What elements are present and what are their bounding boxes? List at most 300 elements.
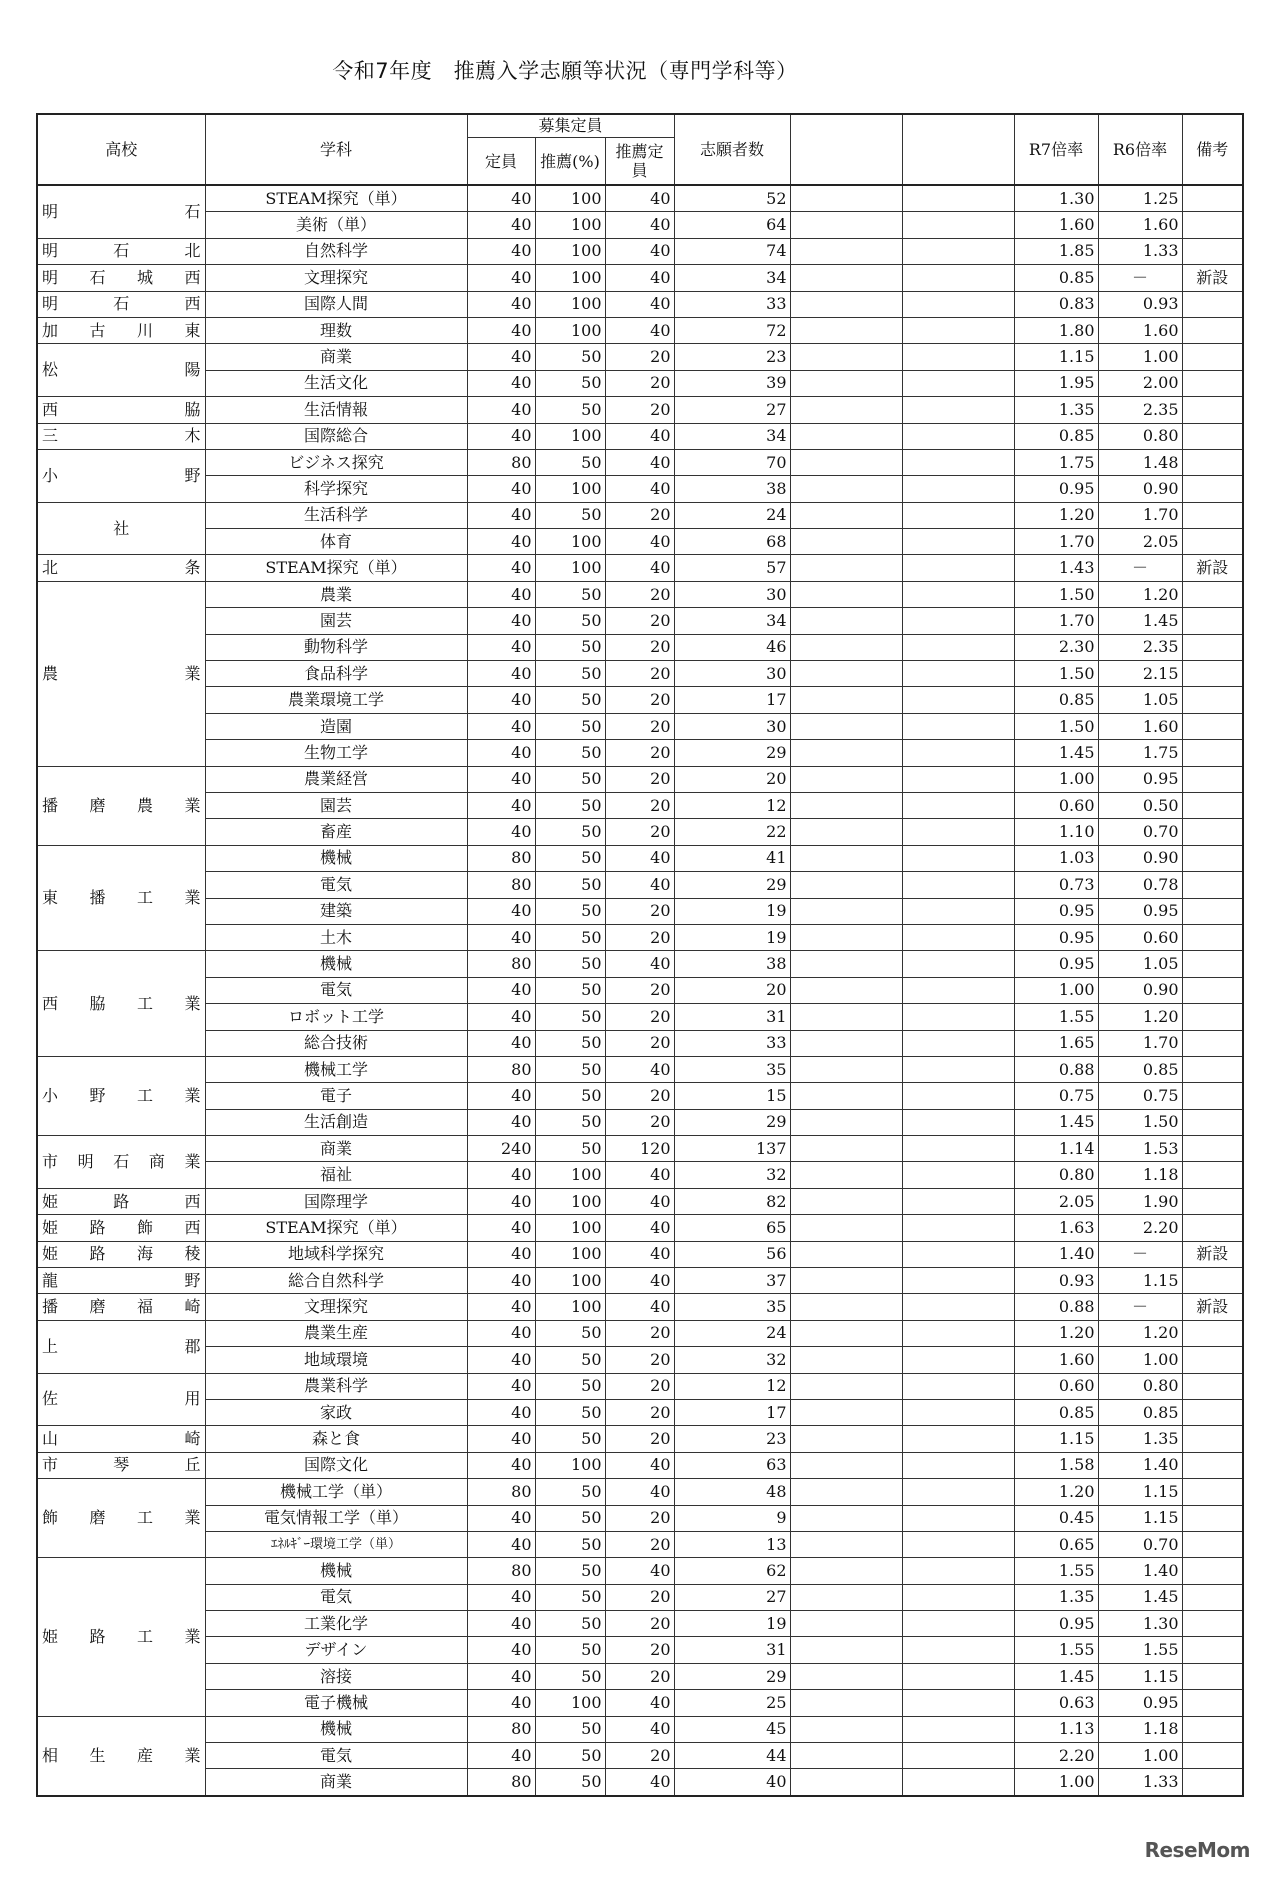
rec-pct-cell: 50 — [535, 1004, 605, 1030]
dept-name: デザイン — [205, 1637, 467, 1663]
blank-cell — [790, 1743, 902, 1769]
r7-ratio-cell: 0.95 — [1014, 1611, 1098, 1637]
r7-ratio-cell: 1.65 — [1014, 1030, 1098, 1056]
school-name: 西 脇 — [37, 397, 205, 423]
capacity-cell: 40 — [467, 740, 535, 766]
applicants-cell: 13 — [674, 1531, 790, 1557]
r6-ratio-cell: 1.40 — [1098, 1452, 1182, 1478]
blank-cell — [790, 555, 902, 581]
rec-pct-cell: 50 — [535, 581, 605, 607]
header-blank-2 — [902, 114, 1014, 185]
r7-ratio-cell: 1.55 — [1014, 1004, 1098, 1030]
dept-name: 総合技術 — [205, 1030, 467, 1056]
rec-pct-cell: 50 — [535, 502, 605, 528]
header-r7-text: R7倍率 — [1028, 139, 1084, 159]
blank-cell — [790, 1611, 902, 1637]
note-cell — [1182, 740, 1243, 766]
rec-pct-cell: 50 — [535, 1584, 605, 1610]
r6-ratio-cell: 0.95 — [1098, 1690, 1182, 1716]
applicants-cell: 19 — [674, 898, 790, 924]
applicants-cell: 30 — [674, 713, 790, 739]
rec-pct-cell: 50 — [535, 1637, 605, 1663]
dept-name: 農業経営 — [205, 766, 467, 792]
rec-cap-cell: 20 — [605, 977, 674, 1003]
r6-ratio-cell: 1.55 — [1098, 1637, 1182, 1663]
blank-cell — [902, 1690, 1014, 1716]
blank-cell — [790, 238, 902, 264]
r6-ratio-cell: 1.70 — [1098, 502, 1182, 528]
blank-cell — [790, 1030, 902, 1056]
blank-cell — [902, 555, 1014, 581]
rec-cap-cell: 20 — [605, 1004, 674, 1030]
table-row — [37, 555, 1243, 581]
r6-ratio-cell: 2.05 — [1098, 529, 1182, 555]
table-row — [37, 1558, 1243, 1584]
r7-ratio-cell: 1.35 — [1014, 397, 1098, 423]
r6-ratio-cell: 1.50 — [1098, 1109, 1182, 1135]
school-name: 姫 路 海 稜 — [37, 1241, 205, 1267]
table-row — [37, 766, 1243, 792]
table-row — [37, 924, 1243, 950]
applicants-cell: 52 — [674, 185, 790, 212]
blank-cell — [790, 265, 902, 291]
rec-pct-cell: 50 — [535, 1426, 605, 1452]
blank-cell — [902, 1056, 1014, 1082]
rec-pct-cell: 50 — [535, 1109, 605, 1135]
blank-cell — [790, 1241, 902, 1267]
capacity-cell: 80 — [467, 872, 535, 898]
school-name: 明 石 西 — [37, 291, 205, 317]
table-row — [37, 291, 1243, 317]
blank-cell — [902, 1268, 1014, 1294]
table-row — [37, 1004, 1243, 1030]
note-cell — [1182, 1505, 1243, 1531]
dept-name: STEAM探究（単） — [205, 185, 467, 212]
blank-cell — [790, 502, 902, 528]
table-row — [37, 370, 1243, 396]
table-row — [37, 344, 1243, 370]
capacity-cell: 40 — [467, 1505, 535, 1531]
blank-cell — [790, 1399, 902, 1425]
school-name: 播 磨 農 業 — [37, 766, 205, 845]
r7-ratio-cell: 1.30 — [1014, 185, 1098, 212]
school-name: 農 業 — [37, 581, 205, 766]
r7-ratio-cell: 1.50 — [1014, 713, 1098, 739]
r6-ratio-cell: 1.05 — [1098, 687, 1182, 713]
applicants-cell: 29 — [674, 872, 790, 898]
r7-ratio-cell: 1.55 — [1014, 1637, 1098, 1663]
dept-name: 電気 — [205, 1743, 467, 1769]
dept-name: 国際理学 — [205, 1188, 467, 1214]
dept-name: ロボット工学 — [205, 1004, 467, 1030]
rec-cap-cell: 20 — [605, 1531, 674, 1557]
note-cell — [1182, 1162, 1243, 1188]
table-row — [37, 1399, 1243, 1425]
blank-cell — [902, 265, 1014, 291]
blank-cell — [902, 1611, 1014, 1637]
applicants-cell: 46 — [674, 634, 790, 660]
dept-name: 国際人間 — [205, 291, 467, 317]
blank-cell — [790, 1268, 902, 1294]
note-cell — [1182, 502, 1243, 528]
applicants-cell: 20 — [674, 977, 790, 1003]
rec-pct-cell: 50 — [535, 872, 605, 898]
note-cell — [1182, 1136, 1243, 1162]
rec-cap-cell: 40 — [605, 1479, 674, 1505]
r7-ratio-cell: 0.95 — [1014, 924, 1098, 950]
capacity-cell: 40 — [467, 634, 535, 660]
blank-cell — [790, 317, 902, 343]
r7-ratio-cell: 1.40 — [1014, 1241, 1098, 1267]
capacity-cell: 80 — [467, 1056, 535, 1082]
r6-ratio-cell: 0.90 — [1098, 476, 1182, 502]
r6-ratio-cell: 2.35 — [1098, 397, 1182, 423]
blank-cell — [790, 476, 902, 502]
table-row — [37, 1268, 1243, 1294]
dept-name: 地域環境 — [205, 1347, 467, 1373]
note-cell — [1182, 1690, 1243, 1716]
dept-name: STEAM探究（単） — [205, 555, 467, 581]
capacity-cell: 40 — [467, 1320, 535, 1346]
r7-ratio-cell: 1.13 — [1014, 1716, 1098, 1742]
note-cell: 新設 — [1182, 265, 1243, 291]
blank-cell — [902, 344, 1014, 370]
applicants-cell: 63 — [674, 1452, 790, 1478]
blank-cell — [902, 608, 1014, 634]
note-cell — [1182, 1452, 1243, 1478]
r7-ratio-cell: 1.03 — [1014, 845, 1098, 871]
r7-ratio-cell: 1.70 — [1014, 608, 1098, 634]
r7-ratio-cell: 2.30 — [1014, 634, 1098, 660]
rec-pct-cell: 100 — [535, 1241, 605, 1267]
r6-ratio-cell: 1.60 — [1098, 713, 1182, 739]
capacity-cell: 40 — [467, 397, 535, 423]
blank-cell — [790, 713, 902, 739]
table-row — [37, 792, 1243, 818]
rec-cap-cell: 40 — [605, 845, 674, 871]
note-cell — [1182, 529, 1243, 555]
note-cell — [1182, 1320, 1243, 1346]
rec-cap-cell: 20 — [605, 1426, 674, 1452]
rec-cap-cell: 40 — [605, 185, 674, 212]
r6-ratio-cell: 1.18 — [1098, 1716, 1182, 1742]
r6-ratio-cell: 0.85 — [1098, 1056, 1182, 1082]
blank-cell — [902, 1769, 1014, 1796]
capacity-cell: 80 — [467, 1558, 535, 1584]
applicants-cell: 39 — [674, 370, 790, 396]
rec-cap-cell: 40 — [605, 1162, 674, 1188]
r7-ratio-cell: 1.60 — [1014, 212, 1098, 238]
applicants-cell: 35 — [674, 1294, 790, 1320]
table-row — [37, 898, 1243, 924]
r6-ratio-cell: 2.20 — [1098, 1215, 1182, 1241]
school-name: 東 播 工 業 — [37, 845, 205, 951]
blank-cell — [790, 608, 902, 634]
r7-ratio-cell: 1.85 — [1014, 238, 1098, 264]
blank-cell — [902, 1426, 1014, 1452]
rec-pct-cell: 100 — [535, 1215, 605, 1241]
r7-ratio-cell: 1.10 — [1014, 819, 1098, 845]
dept-name: 商業 — [205, 1136, 467, 1162]
dept-name: 園芸 — [205, 608, 467, 634]
r6-ratio-cell: 0.70 — [1098, 819, 1182, 845]
r6-ratio-cell: 1.00 — [1098, 1347, 1182, 1373]
blank-cell — [790, 977, 902, 1003]
dept-name: 福祉 — [205, 1162, 467, 1188]
rec-pct-cell: 50 — [535, 1399, 605, 1425]
table-row — [37, 1320, 1243, 1346]
applicants-cell: 38 — [674, 951, 790, 977]
blank-cell — [902, 1215, 1014, 1241]
r6-ratio-cell: － — [1098, 555, 1182, 581]
blank-cell — [790, 951, 902, 977]
r7-ratio-cell: 1.58 — [1014, 1452, 1098, 1478]
school-name: 明 石 北 — [37, 238, 205, 264]
capacity-cell: 40 — [467, 1690, 535, 1716]
header-note: 備考 — [1182, 114, 1243, 185]
r6-ratio-cell: 1.70 — [1098, 1030, 1182, 1056]
r7-ratio-cell: 0.83 — [1014, 291, 1098, 317]
dept-name: 科学探究 — [205, 476, 467, 502]
dept-name: 電気 — [205, 1584, 467, 1610]
blank-cell — [790, 370, 902, 396]
blank-cell — [790, 1188, 902, 1214]
rec-cap-cell: 40 — [605, 529, 674, 555]
dept-name: 生活創造 — [205, 1109, 467, 1135]
note-cell — [1182, 476, 1243, 502]
capacity-cell: 40 — [467, 1030, 535, 1056]
dept-name: 家政 — [205, 1399, 467, 1425]
dept-name: 生活科学 — [205, 502, 467, 528]
rec-pct-cell: 100 — [535, 1162, 605, 1188]
blank-cell — [790, 1373, 902, 1399]
dept-name: 溶接 — [205, 1663, 467, 1689]
capacity-cell: 40 — [467, 185, 535, 212]
rec-pct-cell: 50 — [535, 1716, 605, 1742]
dept-name: 生物工学 — [205, 740, 467, 766]
blank-cell — [790, 185, 902, 212]
applicants-cell: 24 — [674, 502, 790, 528]
blank-cell — [902, 1241, 1014, 1267]
note-cell: 新設 — [1182, 1294, 1243, 1320]
capacity-cell: 40 — [467, 581, 535, 607]
r7-ratio-cell: 1.00 — [1014, 766, 1098, 792]
applicants-cell: 20 — [674, 766, 790, 792]
note-cell — [1182, 634, 1243, 660]
dept-name: 生活文化 — [205, 370, 467, 396]
capacity-cell: 40 — [467, 265, 535, 291]
r7-ratio-cell: 0.65 — [1014, 1531, 1098, 1557]
blank-cell — [790, 740, 902, 766]
blank-cell — [902, 1531, 1014, 1557]
dept-name: 電気情報工学（単） — [205, 1505, 467, 1531]
dept-name: 機械 — [205, 1558, 467, 1584]
capacity-cell: 40 — [467, 1109, 535, 1135]
rec-cap-cell: 20 — [605, 1584, 674, 1610]
note-cell — [1182, 317, 1243, 343]
capacity-cell: 40 — [467, 1637, 535, 1663]
applicants-cell: 45 — [674, 1716, 790, 1742]
blank-cell — [790, 819, 902, 845]
dept-name: 電気 — [205, 977, 467, 1003]
capacity-cell: 40 — [467, 1294, 535, 1320]
capacity-cell: 40 — [467, 661, 535, 687]
rec-cap-cell: 40 — [605, 1215, 674, 1241]
table-row — [37, 1637, 1243, 1663]
capacity-cell: 40 — [467, 1452, 535, 1478]
dept-name: 農業生産 — [205, 1320, 467, 1346]
applicants-cell: 70 — [674, 449, 790, 475]
capacity-cell: 40 — [467, 1004, 535, 1030]
dept-name: 農業 — [205, 581, 467, 607]
table-row — [37, 608, 1243, 634]
r7-ratio-cell: 0.85 — [1014, 265, 1098, 291]
r7-ratio-cell: 0.75 — [1014, 1083, 1098, 1109]
capacity-cell: 40 — [467, 766, 535, 792]
rec-pct-cell: 50 — [535, 687, 605, 713]
table-row — [37, 212, 1243, 238]
blank-cell — [902, 924, 1014, 950]
header-blank-1 — [790, 114, 902, 185]
blank-cell — [902, 370, 1014, 396]
page-title: 令和7年度 推薦入学志願等状況（専門学科等） — [332, 59, 798, 83]
r6-ratio-cell: 0.70 — [1098, 1531, 1182, 1557]
table-row — [37, 1452, 1243, 1478]
applicants-cell: 24 — [674, 1320, 790, 1346]
blank-cell — [790, 397, 902, 423]
applicants-cell: 65 — [674, 1215, 790, 1241]
blank-cell — [902, 1505, 1014, 1531]
applicants-cell: 30 — [674, 581, 790, 607]
table-row — [37, 1479, 1243, 1505]
rec-pct-cell: 100 — [535, 476, 605, 502]
header-r6 — [1098, 114, 1182, 185]
capacity-cell: 40 — [467, 1663, 535, 1689]
applicants-cell: 34 — [674, 608, 790, 634]
blank-cell — [902, 977, 1014, 1003]
capacity-cell: 40 — [467, 792, 535, 818]
blank-cell — [790, 1426, 902, 1452]
school-name: 松 陽 — [37, 344, 205, 397]
r7-ratio-cell: 1.15 — [1014, 344, 1098, 370]
dept-name: 機械 — [205, 845, 467, 871]
dept-name: 電子機械 — [205, 1690, 467, 1716]
blank-cell — [902, 951, 1014, 977]
blank-cell — [790, 898, 902, 924]
blank-cell — [790, 1083, 902, 1109]
dept-name: 機械 — [205, 951, 467, 977]
rec-pct-cell: 50 — [535, 1136, 605, 1162]
table-row — [37, 1373, 1243, 1399]
note-cell — [1182, 977, 1243, 1003]
applicants-cell: 34 — [674, 423, 790, 449]
r7-ratio-cell: 1.75 — [1014, 449, 1098, 475]
rec-cap-cell: 40 — [605, 1558, 674, 1584]
capacity-cell: 40 — [467, 212, 535, 238]
rec-cap-cell: 40 — [605, 1716, 674, 1742]
capacity-cell: 40 — [467, 819, 535, 845]
rec-cap-cell: 20 — [605, 819, 674, 845]
dept-name: 工業化学 — [205, 1611, 467, 1637]
capacity-cell: 40 — [467, 1188, 535, 1214]
table-row — [37, 1584, 1243, 1610]
school-name: 加 古 川 東 — [37, 317, 205, 343]
table-row — [37, 1611, 1243, 1637]
blank-cell — [790, 1320, 902, 1346]
blank-cell — [790, 1004, 902, 1030]
capacity-cell: 40 — [467, 423, 535, 449]
applicants-cell: 62 — [674, 1558, 790, 1584]
blank-cell — [902, 291, 1014, 317]
school-name: 三 木 — [37, 423, 205, 449]
rec-pct-cell: 50 — [535, 1611, 605, 1637]
r7-ratio-cell: 0.93 — [1014, 1268, 1098, 1294]
r6-ratio-cell: 0.85 — [1098, 1399, 1182, 1425]
blank-cell — [902, 661, 1014, 687]
capacity-cell: 40 — [467, 1215, 535, 1241]
rec-pct-cell: 50 — [535, 661, 605, 687]
rec-cap-cell: 20 — [605, 1320, 674, 1346]
rec-pct-cell: 100 — [535, 212, 605, 238]
note-cell — [1182, 845, 1243, 871]
rec-cap-cell: 40 — [605, 1452, 674, 1478]
capacity-cell: 40 — [467, 977, 535, 1003]
rec-cap-cell: 40 — [605, 951, 674, 977]
capacity-cell: 40 — [467, 713, 535, 739]
r6-ratio-cell: 0.78 — [1098, 872, 1182, 898]
dept-name: STEAM探究（単） — [205, 1215, 467, 1241]
applicants-cell: 19 — [674, 924, 790, 950]
note-cell — [1182, 951, 1243, 977]
capacity-cell: 40 — [467, 687, 535, 713]
capacity-cell: 80 — [467, 1479, 535, 1505]
table-row — [37, 449, 1243, 475]
applicants-cell: 33 — [674, 1030, 790, 1056]
rec-pct-cell: 50 — [535, 1479, 605, 1505]
blank-cell — [790, 792, 902, 818]
blank-cell — [790, 1215, 902, 1241]
rec-pct-cell: 50 — [535, 449, 605, 475]
rec-cap-cell: 20 — [605, 1030, 674, 1056]
rec-cap-cell: 40 — [605, 555, 674, 581]
applicants-cell: 35 — [674, 1056, 790, 1082]
blank-cell — [902, 872, 1014, 898]
blank-cell — [902, 397, 1014, 423]
r6-ratio-cell: 0.60 — [1098, 924, 1182, 950]
note-cell — [1182, 1611, 1243, 1637]
r6-ratio-cell: 1.75 — [1098, 740, 1182, 766]
note-cell — [1182, 212, 1243, 238]
applicants-cell: 22 — [674, 819, 790, 845]
school-name: 社 — [37, 502, 205, 555]
applicants-cell: 15 — [674, 1083, 790, 1109]
blank-cell — [902, 1188, 1014, 1214]
applicants-cell: 56 — [674, 1241, 790, 1267]
rec-pct-cell: 50 — [535, 845, 605, 871]
note-cell — [1182, 819, 1243, 845]
rec-cap-cell: 20 — [605, 634, 674, 660]
dept-name: ｴﾈﾙｷﾞｰ環境工学（単） — [205, 1531, 467, 1557]
rec-cap-cell: 120 — [605, 1136, 674, 1162]
blank-cell — [790, 344, 902, 370]
note-cell — [1182, 1558, 1243, 1584]
rec-pct-cell: 50 — [535, 1347, 605, 1373]
capacity-cell: 80 — [467, 1716, 535, 1742]
note-cell — [1182, 344, 1243, 370]
table-row — [37, 476, 1243, 502]
blank-cell — [790, 529, 902, 555]
dept-name: 自然科学 — [205, 238, 467, 264]
